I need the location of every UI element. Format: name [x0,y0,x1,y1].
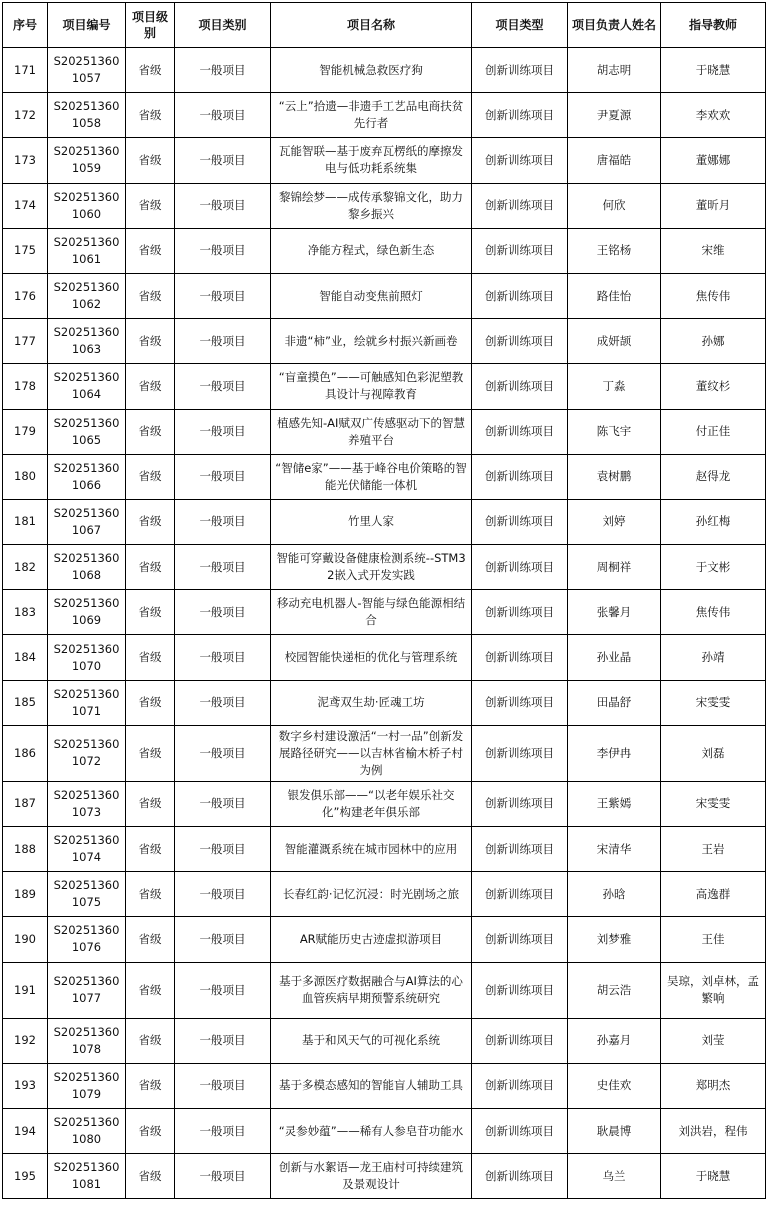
cell-code: S202513601061 [48,228,126,273]
table-row [3,183,766,228]
cell-leader: 宋清华 [568,827,661,872]
cell-category: 一般项目 [175,499,271,544]
cell-advisor: 王岩 [661,827,766,872]
cell-category: 一般项目 [175,680,271,725]
cell-name: 净能方程式，绿色新生态 [271,228,472,273]
cell-seq: 194 [3,1108,48,1153]
cell-name: 泥鸢双生劫·匠魂工坊 [271,680,472,725]
cell-category: 一般项目 [175,364,271,409]
header-row [3,3,766,48]
cell-advisor: 王佳 [661,917,766,962]
table-row [3,48,766,93]
cell-name: 基于多模态感知的智能盲人辅助工具 [271,1063,472,1108]
cell-advisor: 董娜娜 [661,138,766,183]
cell-code: S202513601078 [48,1018,126,1063]
cell-name: 银发俱乐部——“以老年娱乐社交化”构建老年俱乐部 [271,781,472,826]
cell-level: 省级 [126,319,175,364]
cell-seq: 178 [3,364,48,409]
cell-advisor: 于晓慧 [661,48,766,93]
cell-advisor: 孙娜 [661,319,766,364]
cell-advisor: 刘洪岩，程伟 [661,1108,766,1153]
cell-leader: 孙业晶 [568,635,661,680]
cell-code: S202513601072 [48,725,126,781]
project-table [2,2,766,1199]
cell-code: S202513601060 [48,183,126,228]
cell-code: S202513601073 [48,781,126,826]
table-row [3,545,766,590]
cell-category: 一般项目 [175,454,271,499]
cell-name: 植感先知-AI赋双广传感驱动下的智慧养殖平台 [271,409,472,454]
cell-name: 移动充电机器人-智能与绿色能源相结合 [271,590,472,635]
cell-name: AR赋能历史古迹虚拟游项目 [271,917,472,962]
cell-level: 省级 [126,590,175,635]
cell-type: 创新训练项目 [472,872,568,917]
cell-seq: 195 [3,1154,48,1199]
cell-code: S202513601057 [48,48,126,93]
cell-name: “智储e家”——基于峰谷电价策略的智能光伏储能一体机 [271,454,472,499]
cell-code: S202513601064 [48,364,126,409]
table-row [3,1154,766,1199]
cell-type: 创新训练项目 [472,454,568,499]
cell-category: 一般项目 [175,1018,271,1063]
cell-level: 省级 [126,499,175,544]
cell-level: 省级 [126,48,175,93]
cell-code: S202513601071 [48,680,126,725]
cell-name: 瓦能智联—基于废弃瓦楞纸的摩擦发电与低功耗系统集 [271,138,472,183]
cell-category: 一般项目 [175,1108,271,1153]
cell-type: 创新训练项目 [472,499,568,544]
cell-leader: 孙嘉月 [568,1018,661,1063]
cell-leader: 刘婷 [568,499,661,544]
cell-advisor: 付正佳 [661,409,766,454]
table-row [3,1108,766,1153]
cell-advisor: 董纹杉 [661,364,766,409]
cell-level: 省级 [126,827,175,872]
cell-level: 省级 [126,917,175,962]
cell-name: “灵参妙蕴”——稀有人参皂苷功能水 [271,1108,472,1153]
header-leader: 项目负责人姓名 [568,3,661,48]
cell-level: 省级 [126,680,175,725]
cell-type: 创新训练项目 [472,409,568,454]
cell-seq: 172 [3,93,48,138]
cell-advisor: 宋雯雯 [661,781,766,826]
cell-level: 省级 [126,273,175,318]
cell-code: S202513601077 [48,962,126,1018]
cell-leader: 尹夏源 [568,93,661,138]
cell-type: 创新训练项目 [472,1154,568,1199]
header-type: 项目类型 [472,3,568,48]
cell-category: 一般项目 [175,1154,271,1199]
cell-seq: 179 [3,409,48,454]
cell-name: 非遗“柿”业，绘就乡村振兴新画卷 [271,319,472,364]
cell-seq: 183 [3,590,48,635]
cell-advisor: 焦传伟 [661,590,766,635]
table-row [3,872,766,917]
table-row [3,781,766,826]
cell-type: 创新训练项目 [472,183,568,228]
cell-type: 创新训练项目 [472,590,568,635]
cell-category: 一般项目 [175,93,271,138]
cell-seq: 175 [3,228,48,273]
cell-leader: 王铭杨 [568,228,661,273]
cell-level: 省级 [126,1154,175,1199]
cell-advisor: 于文彬 [661,545,766,590]
header-name: 项目名称 [271,3,472,48]
cell-name: “盲童摸色”——可触感知色彩泥塑教具设计与视障教育 [271,364,472,409]
cell-leader: 王紫嫣 [568,781,661,826]
cell-advisor: 宋维 [661,228,766,273]
cell-code: S202513601058 [48,93,126,138]
cell-advisor: 董昕月 [661,183,766,228]
cell-category: 一般项目 [175,1063,271,1108]
cell-level: 省级 [126,454,175,499]
cell-code: S202513601076 [48,917,126,962]
cell-level: 省级 [126,962,175,1018]
cell-type: 创新训练项目 [472,1108,568,1153]
cell-type: 创新训练项目 [472,48,568,93]
cell-type: 创新训练项目 [472,725,568,781]
cell-type: 创新训练项目 [472,635,568,680]
cell-seq: 173 [3,138,48,183]
cell-advisor: 郑明杰 [661,1063,766,1108]
cell-leader: 张馨月 [568,590,661,635]
cell-type: 创新训练项目 [472,545,568,590]
table-row [3,273,766,318]
cell-seq: 193 [3,1063,48,1108]
cell-level: 省级 [126,93,175,138]
cell-category: 一般项目 [175,590,271,635]
cell-seq: 180 [3,454,48,499]
cell-seq: 182 [3,545,48,590]
cell-name: 数字乡村建设激活“一村一品”创新发展路径研究——以吉林省榆木桥子村为例 [271,725,472,781]
cell-advisor: 焦传伟 [661,273,766,318]
cell-level: 省级 [126,872,175,917]
cell-category: 一般项目 [175,635,271,680]
table-row [3,635,766,680]
cell-leader: 陈飞宇 [568,409,661,454]
cell-leader: 胡云浩 [568,962,661,1018]
table-row [3,228,766,273]
table-row [3,319,766,364]
cell-type: 创新训练项目 [472,1018,568,1063]
cell-type: 创新训练项目 [472,781,568,826]
cell-advisor: 孙红梅 [661,499,766,544]
cell-level: 省级 [126,1108,175,1153]
cell-advisor: 李欢欢 [661,93,766,138]
cell-category: 一般项目 [175,228,271,273]
cell-category: 一般项目 [175,409,271,454]
cell-type: 创新训练项目 [472,273,568,318]
cell-code: S202513601080 [48,1108,126,1153]
cell-seq: 185 [3,680,48,725]
cell-code: S202513601069 [48,590,126,635]
cell-seq: 189 [3,872,48,917]
cell-leader: 田晶舒 [568,680,661,725]
table-row [3,364,766,409]
cell-type: 创新训练项目 [472,680,568,725]
table-row [3,1063,766,1108]
cell-code: S202513601068 [48,545,126,590]
table-body [3,48,766,1199]
table-row [3,93,766,138]
cell-advisor: 刘莹 [661,1018,766,1063]
cell-leader: 路佳怡 [568,273,661,318]
cell-category: 一般项目 [175,725,271,781]
cell-code: S202513601070 [48,635,126,680]
cell-leader: 唐福皓 [568,138,661,183]
cell-seq: 174 [3,183,48,228]
table-row [3,962,766,1018]
cell-name: “云上”拾遗—非遗手工艺品电商扶贫先行者 [271,93,472,138]
cell-seq: 176 [3,273,48,318]
cell-code: S202513601067 [48,499,126,544]
table-row [3,725,766,781]
cell-category: 一般项目 [175,319,271,364]
cell-category: 一般项目 [175,545,271,590]
cell-code: S202513601059 [48,138,126,183]
cell-leader: 刘梦雅 [568,917,661,962]
cell-category: 一般项目 [175,827,271,872]
cell-category: 一般项目 [175,962,271,1018]
cell-leader: 乌兰 [568,1154,661,1199]
cell-type: 创新训练项目 [472,1063,568,1108]
cell-name: 智能机械急救医疗狗 [271,48,472,93]
cell-name: 竹里人家 [271,499,472,544]
cell-level: 省级 [126,1063,175,1108]
table-row [3,454,766,499]
cell-category: 一般项目 [175,138,271,183]
cell-leader: 成妍颉 [568,319,661,364]
cell-type: 创新训练项目 [472,827,568,872]
cell-level: 省级 [126,781,175,826]
cell-level: 省级 [126,364,175,409]
cell-leader: 丁淼 [568,364,661,409]
cell-seq: 188 [3,827,48,872]
cell-advisor: 于晓慧 [661,1154,766,1199]
cell-level: 省级 [126,1018,175,1063]
table-row [3,499,766,544]
cell-category: 一般项目 [175,917,271,962]
cell-name: 校园智能快递柜的优化与管理系统 [271,635,472,680]
cell-name: 基于和风天气的可视化系统 [271,1018,472,1063]
cell-level: 省级 [126,545,175,590]
cell-name: 创新与水絮语—龙王庙村可持续建筑及景观设计 [271,1154,472,1199]
cell-type: 创新训练项目 [472,962,568,1018]
cell-leader: 周桐祥 [568,545,661,590]
cell-seq: 171 [3,48,48,93]
cell-advisor: 宋雯雯 [661,680,766,725]
cell-code: S202513601074 [48,827,126,872]
cell-seq: 186 [3,725,48,781]
cell-level: 省级 [126,183,175,228]
cell-leader: 胡志明 [568,48,661,93]
cell-leader: 耿晨博 [568,1108,661,1153]
cell-seq: 191 [3,962,48,1018]
cell-name: 智能灌溉系统在城市园林中的应用 [271,827,472,872]
cell-type: 创新训练项目 [472,228,568,273]
cell-level: 省级 [126,725,175,781]
cell-name: 黎锦绘梦——成传承黎锦文化，助力黎乡振兴 [271,183,472,228]
table-row [3,827,766,872]
cell-leader: 孙晗 [568,872,661,917]
cell-category: 一般项目 [175,781,271,826]
cell-advisor: 赵得龙 [661,454,766,499]
table-row [3,1018,766,1063]
header-code: 项目编号 [48,3,126,48]
cell-seq: 187 [3,781,48,826]
table-row [3,917,766,962]
cell-name: 长春红韵·记忆沉浸：时光剧场之旅 [271,872,472,917]
cell-seq: 184 [3,635,48,680]
cell-seq: 177 [3,319,48,364]
header-level: 项目级别 [126,3,175,48]
cell-level: 省级 [126,228,175,273]
cell-code: S202513601062 [48,273,126,318]
cell-advisor: 吴琼，刘卓林，孟繁响 [661,962,766,1018]
cell-level: 省级 [126,409,175,454]
table-row [3,590,766,635]
header-seq: 序号 [3,3,48,48]
cell-leader: 何欣 [568,183,661,228]
cell-type: 创新训练项目 [472,917,568,962]
cell-category: 一般项目 [175,273,271,318]
header-advisor: 指导教师 [661,3,766,48]
cell-code: S202513601079 [48,1063,126,1108]
cell-name: 智能自动变焦前照灯 [271,273,472,318]
cell-type: 创新训练项目 [472,319,568,364]
cell-advisor: 高逸群 [661,872,766,917]
cell-code: S202513601075 [48,872,126,917]
cell-code: S202513601081 [48,1154,126,1199]
cell-level: 省级 [126,635,175,680]
cell-seq: 181 [3,499,48,544]
header-category: 项目类别 [175,3,271,48]
cell-type: 创新训练项目 [472,93,568,138]
cell-leader: 李伊冉 [568,725,661,781]
cell-category: 一般项目 [175,48,271,93]
cell-category: 一般项目 [175,872,271,917]
cell-name: 基于多源医疗数据融合与AI算法的心血管疾病早期预警系统研究 [271,962,472,1018]
cell-seq: 190 [3,917,48,962]
cell-code: S202513601065 [48,409,126,454]
cell-name: 智能可穿戴设备健康检测系统--STM32嵌入式开发实践 [271,545,472,590]
cell-type: 创新训练项目 [472,138,568,183]
cell-level: 省级 [126,138,175,183]
cell-type: 创新训练项目 [472,364,568,409]
cell-seq: 192 [3,1018,48,1063]
table-row [3,680,766,725]
cell-leader: 袁树鹏 [568,454,661,499]
table-row [3,409,766,454]
cell-advisor: 刘磊 [661,725,766,781]
cell-advisor: 孙靖 [661,635,766,680]
cell-category: 一般项目 [175,183,271,228]
cell-code: S202513601066 [48,454,126,499]
cell-code: S202513601063 [48,319,126,364]
cell-leader: 史佳欢 [568,1063,661,1108]
table-row [3,138,766,183]
